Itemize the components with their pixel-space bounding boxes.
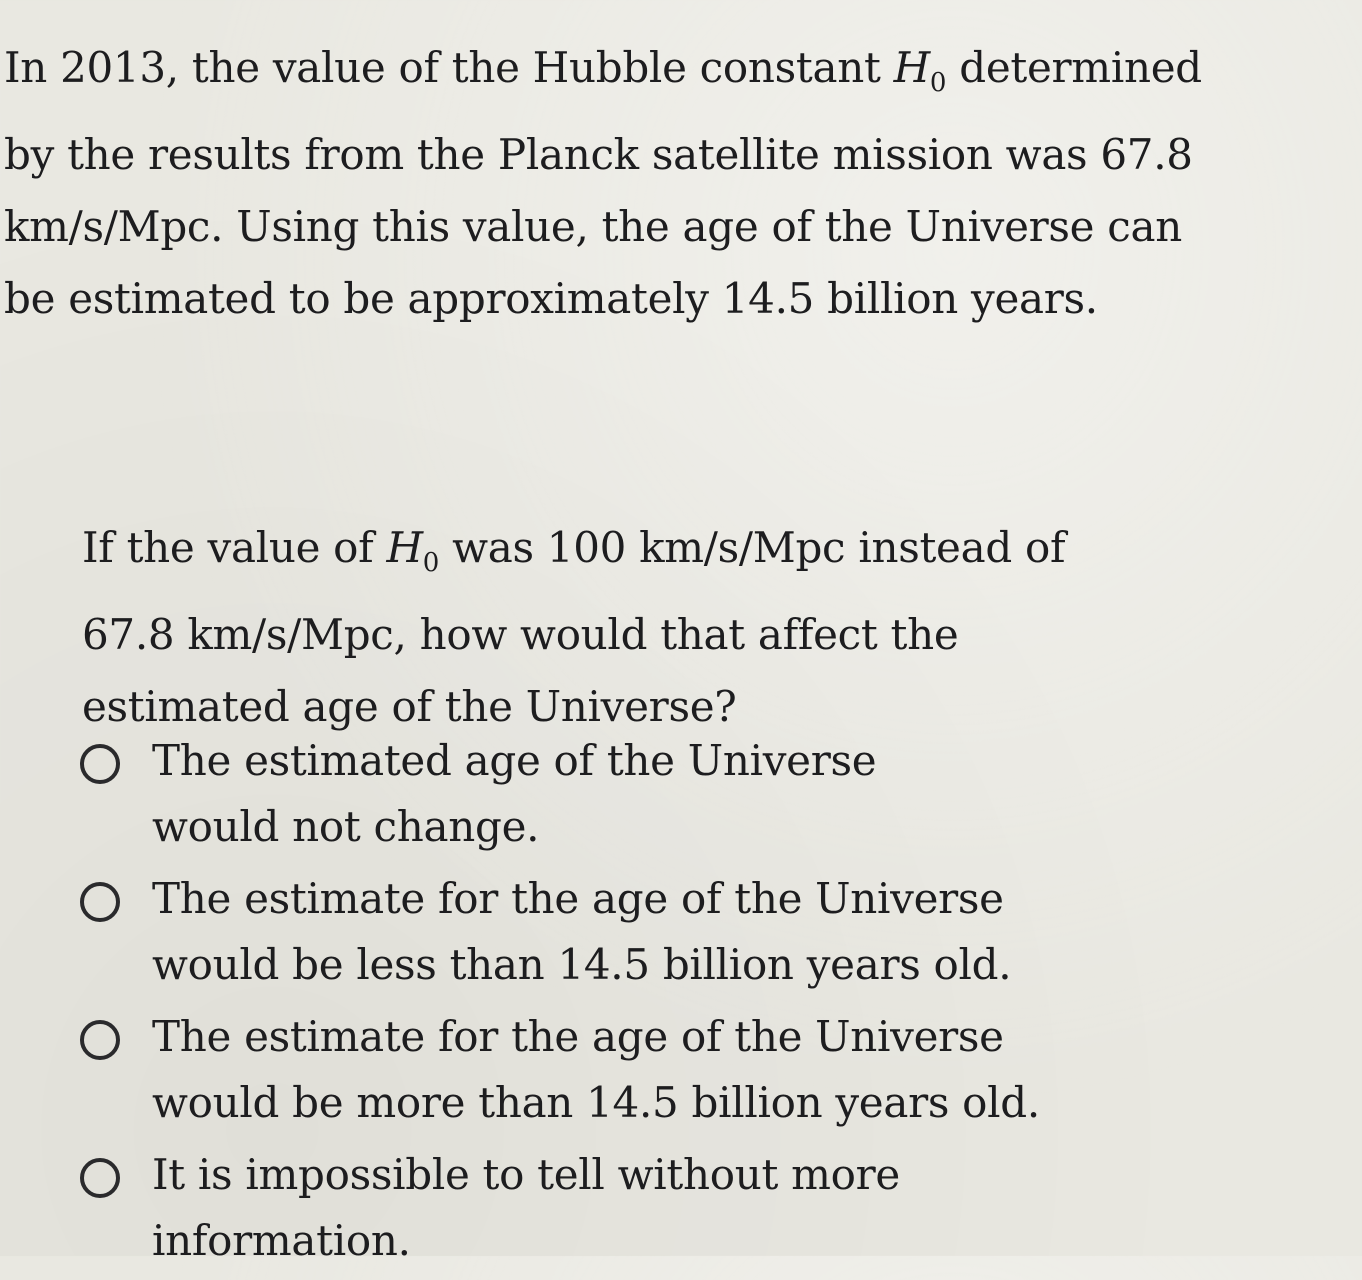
question-prompt [82,512,1142,743]
question-text-part2: was 100 km/s/Mpc instead of 67.8 km/s/Mpc, how would that affect the estimated age of the Universe? [82,523,1066,732]
answer-option-3[interactable] [80,1004,1180,1136]
radio-button-icon[interactable] [80,882,120,922]
hubble-constant-symbol: H [893,43,930,92]
radio-button-icon[interactable] [80,1158,120,1198]
radio-button-icon[interactable] [80,1020,120,1060]
answer-option-label[interactable]: The estimated age of the Universe would not change. [152,736,877,851]
answer-option-4[interactable] [80,1142,1180,1274]
answer-options [80,728,1180,1280]
answer-option-2[interactable] [80,866,1180,998]
hubble-constant-subscript: 0 [929,68,947,99]
answer-option-1[interactable] [80,728,1180,860]
question-text-part1: If the value of [82,523,387,572]
hubble-constant-subscript: 0 [422,548,440,579]
hubble-constant-symbol: H [386,523,423,572]
answer-option-label[interactable]: The estimate for the age of the Universe would be more than 14.5 billion years old. [152,1012,1040,1127]
intro-text-part1: In 2013, the value of the Hubble constant [4,43,894,92]
answer-option-label[interactable]: The estimate for the age of the Universe would be less than 14.5 billion years old. [152,874,1012,989]
intro-text [4,32,1234,335]
radio-button-icon[interactable] [80,744,120,784]
intro-text-part2: determined by the results from the Planck satellite mission was 67.8 km/s/Mpc. Using this value, the age of the Universe can be estimated to be approximately 14.5 billion years. [4,43,1202,324]
answer-option-label[interactable]: It is impossible to tell without more information. [152,1150,900,1265]
